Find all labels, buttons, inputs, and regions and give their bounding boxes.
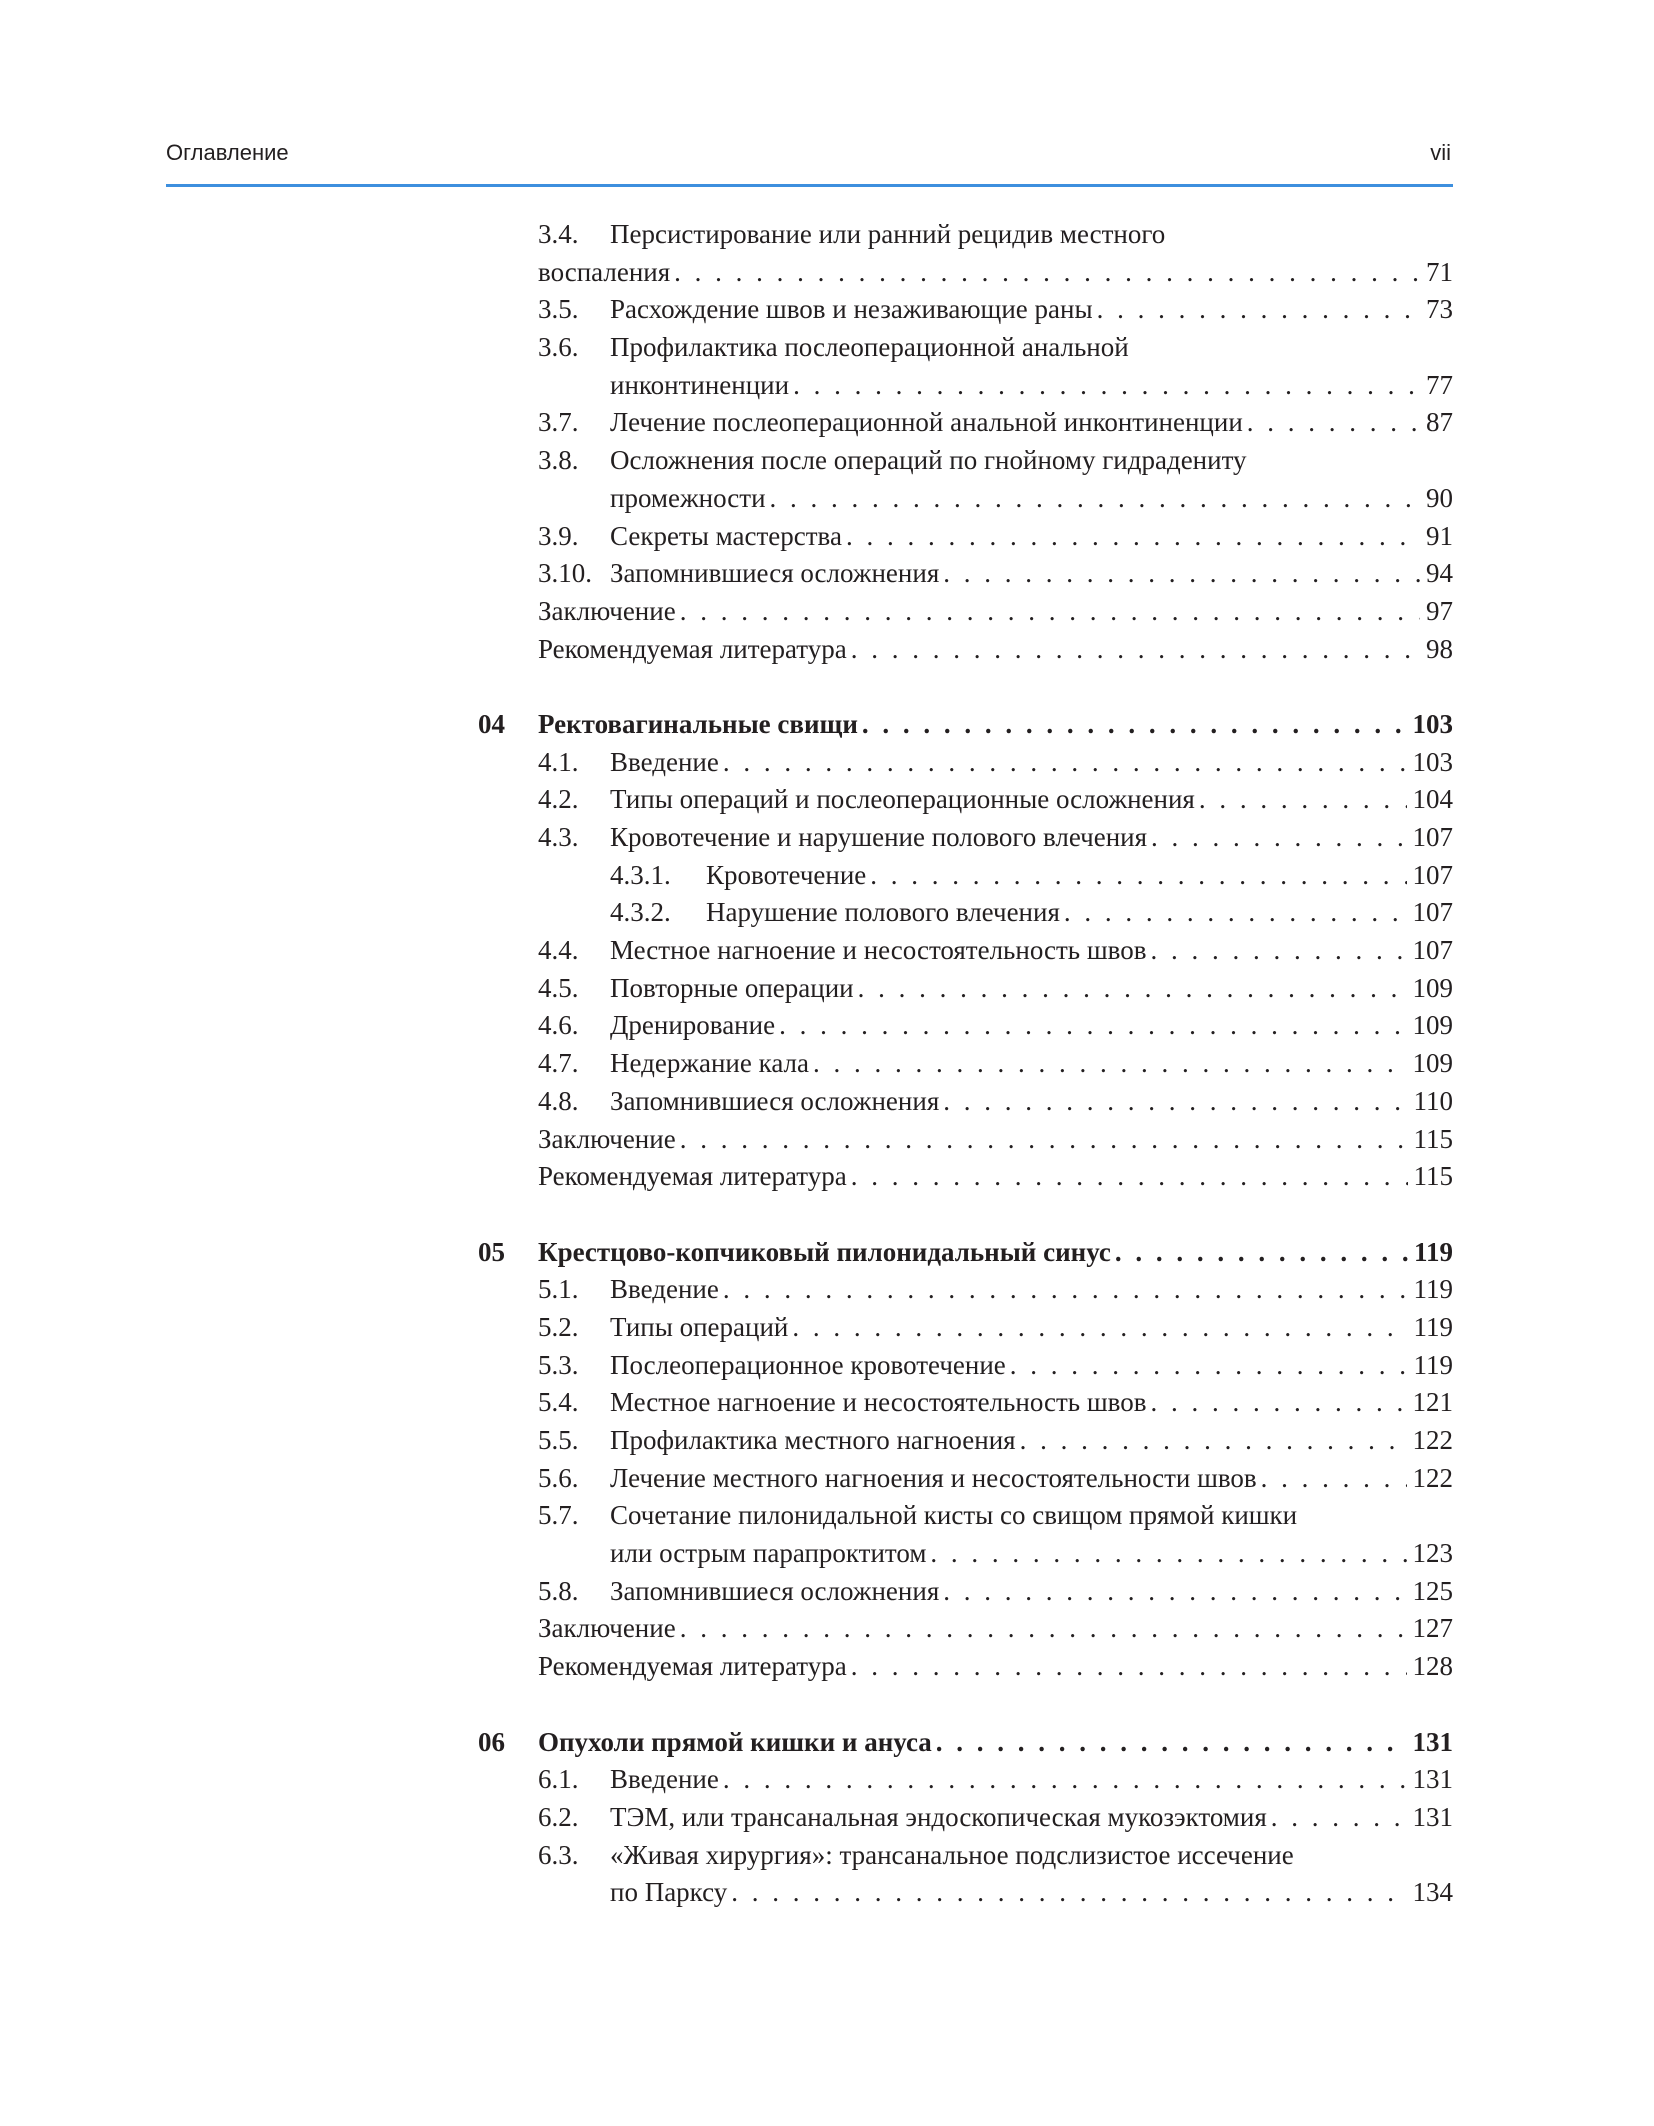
dot-leader — [1271, 1799, 1407, 1837]
section-title: Лечение местного нагноения и несостоятельности швов — [610, 1462, 1257, 1493]
toc-entry-line — [706, 894, 1453, 932]
dot-leader — [680, 1121, 1408, 1159]
page-number: 131 — [1412, 1764, 1453, 1795]
page-number: 87 — [1426, 407, 1453, 438]
section-title: Осложнения после операций по гнойному гидрадениту — [610, 445, 1247, 476]
section-title: Кровотечение — [706, 859, 867, 890]
dot-leader — [943, 555, 1420, 593]
toc-entry-line — [610, 1347, 1453, 1385]
section-title: Типы операций — [610, 1311, 789, 1342]
toc-entry-line — [610, 1761, 1453, 1799]
toc-entry-row — [478, 555, 1453, 593]
page-number: 103 — [1412, 708, 1453, 739]
section-title: Местное нагноение и несостоятельность швов — [610, 935, 1147, 966]
page-number: 91 — [1426, 520, 1453, 551]
section-number: 3.4. — [538, 219, 579, 249]
toc-entry-row — [478, 970, 1453, 1008]
section-title: Введение — [610, 1764, 719, 1795]
page-number: 107 — [1412, 822, 1453, 852]
section-title: «Живая хирургия»: трансанальное подслизистое иссечение — [610, 1839, 1294, 1870]
toc-entry-row — [478, 819, 1453, 857]
section-number: 5.6. — [538, 1462, 579, 1493]
toc-entry-row — [478, 1422, 1453, 1460]
toc-entry-row — [478, 1610, 1453, 1648]
toc-entry-row — [478, 480, 1453, 518]
dot-leader — [862, 706, 1407, 744]
page-number: 115 — [1413, 1123, 1453, 1154]
toc-entry-line — [610, 1799, 1453, 1837]
section-title: Послеоперационное кровотечение — [610, 1349, 1006, 1380]
toc-entry-line — [610, 367, 1453, 405]
dot-leader — [680, 593, 1420, 631]
section-title: инконтиненции — [610, 369, 790, 400]
page-number: 128 — [1412, 1651, 1453, 1682]
dot-leader — [1115, 1234, 1408, 1272]
toc-entry-line — [538, 1648, 1453, 1686]
toc-entry-row — [478, 1271, 1453, 1309]
section-number: 3.5. — [538, 294, 579, 325]
toc-entry-row — [478, 1837, 1453, 1875]
page-number: 119 — [1413, 1236, 1453, 1267]
page-number: 119 — [1413, 1274, 1453, 1305]
dot-leader — [943, 1083, 1407, 1121]
toc-entry-row — [478, 1045, 1453, 1083]
toc-entry-line — [538, 631, 1453, 669]
section-title: Профилактика местного нагноения — [610, 1425, 1016, 1455]
toc-entry-row — [478, 442, 1453, 480]
chapter-number: 04 — [478, 708, 505, 739]
page-number: 107 — [1412, 935, 1453, 966]
section-number: 5.1. — [538, 1274, 579, 1305]
toc-entry-line — [610, 555, 1453, 593]
page-number: 109 — [1412, 1048, 1453, 1079]
dot-leader — [1150, 932, 1406, 970]
section-title: Сочетание пилонидальной кисты со свищом прямой кишки — [610, 1500, 1298, 1531]
section-title: Рекомендуемая литература — [538, 1161, 847, 1192]
dot-leader — [1247, 404, 1420, 442]
dot-leader — [858, 970, 1407, 1008]
toc-entry-line — [610, 291, 1453, 329]
page-number: 119 — [1413, 1311, 1453, 1342]
dot-leader — [1151, 819, 1406, 857]
section-number: 3.9. — [538, 520, 579, 551]
section-title: Профилактика послеоперационной анальной — [610, 332, 1129, 363]
page-number: 107 — [1412, 897, 1453, 928]
dot-leader — [723, 744, 1407, 782]
section-title: Введение — [610, 1274, 719, 1305]
chapter-number: 05 — [478, 1236, 505, 1267]
toc-chapter-row — [478, 1724, 1453, 1762]
toc-entry-row — [478, 1347, 1453, 1385]
toc-entry-line — [610, 819, 1453, 857]
toc-entry-line — [610, 216, 1165, 254]
section-gap — [478, 1686, 1453, 1724]
toc-entry-line — [610, 518, 1453, 556]
section-number: 3.10. — [538, 558, 592, 589]
toc-entry-row — [478, 631, 1453, 669]
section-title: Введение — [610, 746, 719, 777]
dot-leader — [846, 518, 1420, 556]
page-number: 115 — [1413, 1161, 1453, 1192]
toc-entry-line — [538, 1158, 1453, 1196]
section-number: 5.8. — [538, 1575, 579, 1606]
toc-entry-row — [478, 1007, 1453, 1045]
toc-entry-row — [478, 1648, 1453, 1686]
section-number: 5.3. — [538, 1349, 579, 1380]
toc-entry-row — [478, 329, 1453, 367]
section-number: 4.3.2. — [610, 897, 671, 928]
dot-leader — [1097, 291, 1420, 329]
page-number: 125 — [1412, 1575, 1453, 1606]
section-title: Местное нагноение и несостоятельность швов — [610, 1387, 1147, 1418]
toc-entry-row — [478, 781, 1453, 819]
dot-leader — [1020, 1422, 1407, 1460]
toc-entry-line — [538, 1121, 1453, 1159]
toc-entry-line — [706, 857, 1453, 895]
toc-entry-row — [478, 1573, 1453, 1611]
toc-entry-row — [478, 1761, 1453, 1799]
toc-chapter-row — [478, 706, 1453, 744]
dot-leader — [851, 631, 1420, 669]
toc-entry-line — [538, 254, 1453, 292]
toc-entry-row — [478, 367, 1453, 405]
toc-entry-row — [478, 932, 1453, 970]
section-title: Расхождение швов и незаживающие раны — [610, 294, 1093, 325]
dot-leader — [674, 254, 1420, 292]
toc-entry-line — [610, 1083, 1453, 1121]
section-number: 4.5. — [538, 972, 579, 1003]
page-number: 94 — [1426, 558, 1453, 589]
dot-leader — [870, 857, 1406, 895]
toc-entry-row — [478, 1874, 1453, 1912]
page-number: 97 — [1426, 595, 1453, 626]
page-number: 109 — [1412, 972, 1453, 1003]
section-title: Недержание кала — [610, 1048, 810, 1079]
page-number: 71 — [1426, 256, 1453, 287]
section-number: 4.6. — [538, 1010, 579, 1041]
running-header-title: Оглавление — [166, 140, 289, 165]
page-number: 127 — [1412, 1613, 1453, 1644]
section-number: 6.2. — [538, 1801, 579, 1832]
toc-entry-line — [610, 442, 1247, 480]
page-number: 107 — [1412, 859, 1453, 890]
toc-entry-line — [610, 1497, 1297, 1535]
page-number: 109 — [1412, 1010, 1453, 1041]
section-title: Нарушение полового влечения — [706, 897, 1060, 928]
section-title: промежности — [610, 482, 766, 513]
section-number: 3.7. — [538, 407, 579, 438]
dot-leader — [851, 1648, 1407, 1686]
toc-entry-line — [610, 970, 1453, 1008]
section-number: 6.1. — [538, 1764, 579, 1795]
running-header — [166, 134, 1453, 187]
section-number: 4.3.1. — [610, 859, 671, 890]
section-title: Дренирование — [610, 1010, 776, 1041]
toc-entry-line — [610, 1837, 1294, 1875]
toc-entry-line — [610, 1422, 1453, 1460]
page-number: 90 — [1426, 482, 1453, 513]
toc-entry-line — [610, 1045, 1453, 1083]
section-title: Типы операций и послеоперационные осложнения — [610, 784, 1195, 815]
chapter-number: 06 — [478, 1726, 505, 1757]
dot-leader — [680, 1610, 1407, 1648]
page-number: 103 — [1412, 746, 1453, 777]
section-number: 4.7. — [538, 1048, 579, 1079]
section-number: 6.3. — [538, 1839, 579, 1870]
page-number: 122 — [1412, 1462, 1453, 1493]
toc-entry-row — [478, 744, 1453, 782]
toc-entry-row — [478, 857, 1453, 895]
toc-entry-line — [538, 1234, 1453, 1272]
toc-entry-line — [538, 706, 1453, 744]
chapter-title: Опухоли прямой кишки и ануса — [538, 1726, 932, 1757]
toc-entry-row — [478, 894, 1453, 932]
dot-leader — [1010, 1347, 1408, 1385]
dot-leader — [723, 1271, 1408, 1309]
dot-leader — [731, 1874, 1406, 1912]
page-number: 110 — [1413, 1085, 1453, 1116]
page-number: 104 — [1412, 784, 1453, 815]
toc-entry-row — [478, 1121, 1453, 1159]
page-number: 134 — [1412, 1877, 1453, 1908]
section-number: 5.2. — [538, 1311, 579, 1342]
toc-entry-line — [610, 1271, 1453, 1309]
page-number: 73 — [1426, 294, 1453, 325]
section-number: 3.8. — [538, 445, 579, 476]
page-number: 98 — [1426, 633, 1453, 664]
toc-entry-row — [478, 1799, 1453, 1837]
section-number: 3.6. — [538, 332, 579, 363]
dot-leader — [930, 1535, 1406, 1573]
page-number: 119 — [1413, 1349, 1453, 1380]
toc-chapter-row — [478, 1234, 1453, 1272]
toc-entry-row — [478, 291, 1453, 329]
page-number: 121 — [1412, 1387, 1453, 1418]
toc-entry-line — [610, 1535, 1453, 1573]
toc-entry-row — [478, 1497, 1453, 1535]
section-title: воспаления — [538, 256, 671, 287]
section-title: Заключение — [538, 1613, 676, 1644]
dot-leader — [792, 1309, 1407, 1347]
toc-entry-row — [478, 518, 1453, 556]
page-number: 122 — [1412, 1425, 1453, 1455]
section-title: Запомнившиеся осложнения — [610, 1575, 940, 1606]
chapter-title: Ректовагинальные свищи — [538, 708, 858, 739]
dot-leader — [723, 1761, 1407, 1799]
section-title: Заключение — [538, 595, 676, 626]
section-number: 4.1. — [538, 746, 579, 777]
dot-leader — [1064, 894, 1407, 932]
section-title: по Парксу — [610, 1877, 728, 1908]
toc-entry-line — [610, 1384, 1453, 1422]
toc-entry-row — [478, 1309, 1453, 1347]
toc-entry-line — [610, 1007, 1453, 1045]
toc-entry-row — [478, 216, 1453, 254]
section-title: Запомнившиеся осложнения — [610, 558, 940, 589]
toc-entry-row — [478, 1384, 1453, 1422]
toc-entry-line — [610, 329, 1129, 367]
section-number: 4.4. — [538, 935, 579, 966]
table-of-contents — [478, 216, 1453, 1912]
section-title: Рекомендуемая литература — [538, 633, 847, 664]
section-title: ТЭМ, или трансанальная эндоскопическая мукозэктомия — [610, 1801, 1267, 1832]
page-number: 131 — [1412, 1801, 1453, 1832]
section-title: Лечение послеоперационной анальной инконтиненции — [610, 407, 1243, 438]
toc-entry-row — [478, 1460, 1453, 1498]
dot-leader — [851, 1158, 1408, 1196]
toc-entry-line — [610, 404, 1453, 442]
dot-leader — [1150, 1384, 1406, 1422]
toc-entry-line — [610, 1573, 1453, 1611]
section-gap — [478, 1196, 1453, 1234]
toc-entry-line — [610, 744, 1453, 782]
dot-leader — [1261, 1460, 1407, 1498]
section-gap — [478, 668, 1453, 706]
dot-leader — [813, 1045, 1406, 1083]
toc-entry-line — [610, 1309, 1453, 1347]
dot-leader — [936, 1724, 1407, 1762]
section-title: Запомнившиеся осложнения — [610, 1085, 940, 1116]
page-number: 77 — [1426, 369, 1453, 400]
toc-entry-line — [610, 932, 1453, 970]
section-title: или острым парапроктитом — [610, 1538, 927, 1569]
section-number: 4.3. — [538, 822, 579, 852]
toc-entry-row — [478, 1535, 1453, 1573]
section-title: Заключение — [538, 1123, 676, 1154]
toc-entry-line — [610, 480, 1453, 518]
section-title: Повторные операции — [610, 972, 854, 1003]
toc-entry-row — [478, 404, 1453, 442]
dot-leader — [943, 1573, 1406, 1611]
toc-entry-row — [478, 1158, 1453, 1196]
section-number: 5.4. — [538, 1387, 579, 1418]
toc-entry-line — [610, 1874, 1453, 1912]
dot-leader — [793, 367, 1420, 405]
section-number: 5.5. — [538, 1425, 579, 1455]
toc-entry-row — [478, 593, 1453, 631]
section-title: Кровотечение и нарушение полового влечения — [610, 822, 1148, 852]
section-title: Рекомендуемая литература — [538, 1651, 847, 1682]
toc-entry-line — [610, 781, 1453, 819]
toc-entry-row — [478, 254, 1453, 292]
toc-entry-row — [478, 1083, 1453, 1121]
section-number: 4.8. — [538, 1085, 579, 1116]
dot-leader — [1199, 781, 1407, 819]
section-number: 5.7. — [538, 1500, 579, 1531]
section-title: Персистирование или ранний рецидив местного — [610, 219, 1166, 249]
toc-entry-line — [610, 1460, 1453, 1498]
page-number: 131 — [1412, 1726, 1453, 1757]
section-number: 4.2. — [538, 784, 579, 815]
toc-entry-line — [538, 1724, 1453, 1762]
toc-entry-line — [538, 593, 1453, 631]
chapter-title: Крестцово-копчиковый пилонидальный синус — [538, 1236, 1111, 1267]
running-header-page-number: vii — [1430, 140, 1451, 165]
section-title: Секреты мастерства — [610, 520, 842, 551]
dot-leader — [779, 1007, 1406, 1045]
page-number: 123 — [1412, 1538, 1453, 1569]
dot-leader — [770, 480, 1420, 518]
toc-entry-line — [538, 1610, 1453, 1648]
